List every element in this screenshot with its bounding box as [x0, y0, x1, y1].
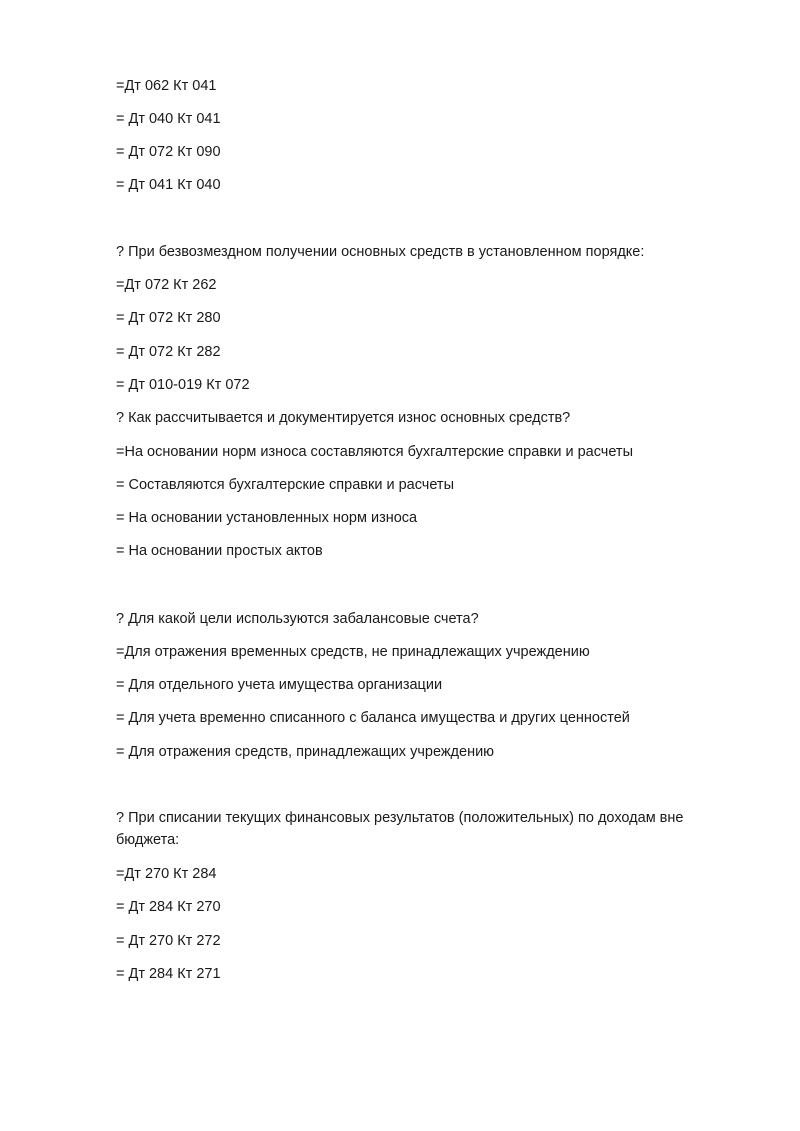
answer-line: = Дт 284 Кт 270	[116, 899, 221, 915]
answer-line: = Дт 072 Кт 280	[116, 310, 221, 326]
answer-line: = На основании установленных норм износа	[116, 510, 418, 526]
question-line: ? Как рассчитывается и документируется износ основных средств?	[116, 410, 571, 426]
answer-line: = Для отдельного учета имущества организации	[116, 677, 443, 693]
answer-line: = Дт 284 Кт 271	[116, 966, 221, 982]
answer-line: = Для учета временно списанного с баланса имущества и других ценностей	[116, 710, 630, 726]
answer-line: =Дт 072 Кт 262	[116, 277, 217, 293]
answer-line: =Дт 062 Кт 041	[116, 78, 217, 94]
answer-line: = Дт 010-019 Кт 072	[116, 377, 250, 393]
question-line: ? При безвозмездном получении основных средств в установленном порядке:	[116, 244, 645, 260]
answer-line: = Составляются бухгалтерские справки и расчеты	[116, 477, 454, 493]
question-line: ? Для какой цели используются забалансовые счета?	[116, 611, 479, 627]
answer-line: = Дт 040 Кт 041	[116, 111, 221, 127]
answer-line: =На основании норм износа составляются бухгалтерские справки и расчеты	[116, 444, 633, 460]
answer-line: = Дт 072 Кт 090	[116, 144, 221, 160]
answer-line: = На основании простых актов	[116, 543, 323, 559]
answer-line: = Дт 041 Кт 040	[116, 177, 221, 193]
answer-line: =Дт 270 Кт 284	[116, 866, 217, 882]
answer-line: = Дт 072 Кт 282	[116, 344, 221, 360]
answer-line: = Для отражения средств, принадлежащих учреждению	[116, 744, 495, 760]
answer-line: = Дт 270 Кт 272	[116, 933, 221, 949]
answer-line: =Для отражения временных средств, не принадлежащих учреждению	[116, 644, 590, 660]
question-line: ? При списании текущих финансовых результатов (положительных) по доходам вне бюджета:	[116, 810, 684, 848]
